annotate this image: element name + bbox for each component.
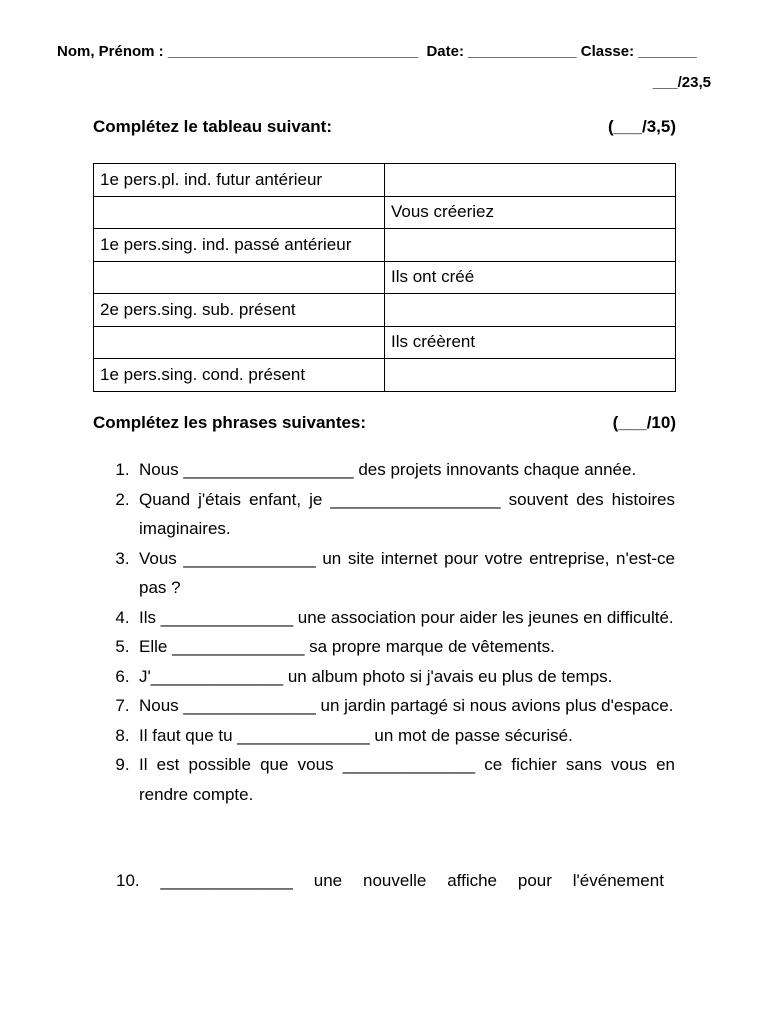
table-cell: Ils ont créé <box>385 261 676 294</box>
section-1-heading <box>93 117 676 137</box>
table-cell <box>385 229 676 262</box>
sentence-word: affiche <box>447 871 497 890</box>
conjugation-table <box>93 163 676 392</box>
list-number: 10. <box>116 871 140 890</box>
list-item: 4. Ils ______________ une association pour aider les jeunes en difficulté. <box>139 603 675 633</box>
sentence-word: une <box>313 871 343 890</box>
table-cell <box>94 261 385 294</box>
list-item: 5. Elle ______________ sa propre marque de vêtements. <box>139 632 675 662</box>
list-item: 8. Il faut que tu ______________ un mot de passe sécurisé. <box>139 721 675 751</box>
table-cell <box>94 326 385 359</box>
sentence-word: l'événement <box>572 871 664 890</box>
sentence-word: ______________ <box>160 871 293 890</box>
table-row <box>94 359 676 392</box>
list-item: 3. Vous ______________ un site internet pour votre entreprise, n'est-ce pas ? <box>139 544 675 603</box>
section-2-title: Complétez les phrases suivantes: <box>93 413 367 432</box>
table-cell: 1e pers.sing. cond. présent <box>94 359 385 392</box>
table-row <box>94 229 676 262</box>
table-row <box>94 294 676 327</box>
section-2-heading <box>93 413 676 433</box>
header-line: Nom, Prénom : ______________________________ Date: _____________ Classe: _______ <box>57 43 697 60</box>
list-item: 6. J'______________ un album photo si j'avais eu plus de temps. <box>139 662 675 692</box>
list-item: 9. Il est possible que vous ______________ ce fichier sans vous en rendre compte. <box>139 750 675 809</box>
table-cell <box>385 294 676 327</box>
table-cell <box>94 196 385 229</box>
table-cell: 1e pers.sing. ind. passé antérieur <box>94 229 385 262</box>
table-row <box>94 196 676 229</box>
table-cell: Ils créèrent <box>385 326 676 359</box>
table-cell <box>385 359 676 392</box>
total-score: ___/23,5 <box>652 74 711 91</box>
section-1-title: Complétez le tableau suivant: <box>93 117 332 136</box>
section-1-points: (___/3,5) <box>607 117 676 136</box>
list-item: 7. Nous ______________ un jardin partagé si nous avions plus d'espace. <box>139 691 675 721</box>
table-row <box>94 164 676 197</box>
section-2-points: (___/10) <box>612 413 676 432</box>
table-cell: 2e pers.sing. sub. présent <box>94 294 385 327</box>
table-row <box>94 261 676 294</box>
table-cell: Vous créeriez <box>385 196 676 229</box>
sentence-word: pour <box>517 871 552 890</box>
sentence-list <box>93 455 675 809</box>
table-row <box>94 326 676 359</box>
list-item: 2. Quand j'étais enfant, je __________________ souvent des histoires imaginaires. <box>139 485 675 544</box>
sentence-word: nouvelle <box>363 871 427 890</box>
list-item-10 <box>116 866 664 896</box>
list-item: 1. Nous __________________ des projets innovants chaque année. <box>139 455 675 485</box>
table-cell <box>385 164 676 197</box>
table-cell: 1e pers.pl. ind. futur antérieur <box>94 164 385 197</box>
